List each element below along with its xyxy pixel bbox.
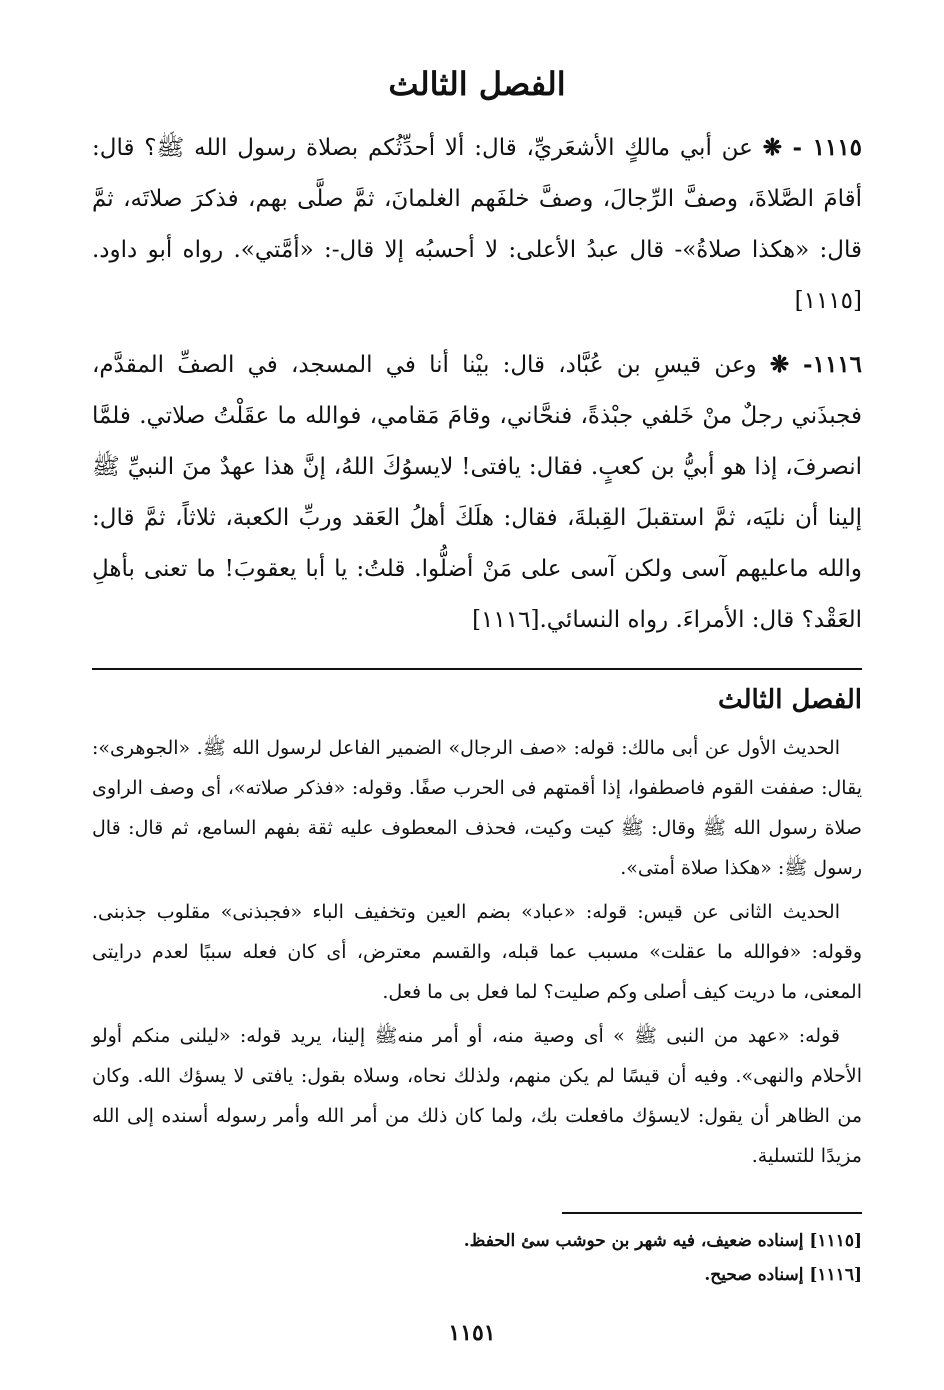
footnote-1115: [١١١٥] إسناده ضعيف، فيه شهر بن حوشب سئ الحفظ. xyxy=(463,1231,862,1251)
hadith-1115-number: ١١١٥ - ❋ xyxy=(762,134,862,161)
commentary-paragraph-3: قوله: «عهد من النبى ﷺ » أى وصية منه، أو أمر منهﷺ إلينا، يريد قوله: «ليلنى منكم أولو الأحلام والنهى». وفيه أن قيسًا لم يكن منهم، ولذلك نحاه، وسلاه بقول: يافتى لا يسؤك الله. وكان من الظاهر أن يقول: لايسؤك مافعلت بك، ولما كان ذلك من أمر الله وأمر رسوله أسنده إلى الله مزيدًا للتسلية. xyxy=(92,1025,862,1167)
hadith-1115 xyxy=(92,122,862,327)
page-number: ١١٥١ xyxy=(448,1320,496,1346)
hadith-1116-number: ١١١٦- ❋ xyxy=(769,351,863,378)
footnote-1116: [١١١٦] إسناده صحيح. xyxy=(704,1265,862,1285)
hadith-1116-text: وعن قيسِ بن عُبَّاد، قال: بيْنا أنا في المسجد، في الصفِّ المقدَّم، فجبذَني رجلٌ منْ خَلفي جبْذةً، فنحَّاني، وقامَ مَقامي، فوالله ما عقَلْتُ صلاتي. فلمَّا انصرفَ، إذا هو أبيُّ بن كعبٍ. فقال: يافتى! لايسوُكَ اللهُ، إنَّ هذا عهدٌ منَ النبيِّ ﷺ إلينا أن نليَه، ثمَّ استقبلَ القِبلةَ، فقال: هلَكَ أهلُ العَقد وربِّ الكعبة، ثلاثاً، ثمَّ قال: والله ماعليهم آسى ولكن آسى على مَنْ أضلُّوا. قلتُ: يا أبا يعقوبَ! ما تعنى بأهلِ العَقْد؟ قال: الأمراءَ. رواه النسائي.[١١١٦] xyxy=(92,352,862,633)
footnote-divider xyxy=(562,1212,862,1214)
commentary-paragraph-2: الحديث الثانى عن قيس: قوله: «عباد» بضم العين وتخفيف الباء «فجبذنى» مقلوب جذبنى. وقوله: «فوالله ما عقلت» مسبب عما قبله، والقسم معترض، أى كان فعله سببًا لعدم درايتى المعنى، ما دريت كيف أصلى وكم صليت؟ لما فعل بى ما فعل. xyxy=(92,901,862,1003)
section-divider xyxy=(92,668,862,670)
main-title: الفصل الثالث xyxy=(388,65,566,103)
footnotes xyxy=(92,1212,862,1292)
hadith-1115-text: عن أبي مالكٍ الأشعَريِّ، قال: ألا أحدِّثُكم بصلاة رسول الله ﷺ؟ قال: أقامَ الصَّلاةَ، وصفَّ الرِّجالَ، وصفَّ خلفَهم الغلمانَ، ثمَّ صلَّى بهم، فذكرَ صلاتَه، ثمَّ قال: «هكذا صلاةُ»- قال عبدُ الأعلى: لا أحسبُه إلا قال-: «أمَّتي». رواه أبو داود.[١١١٥] xyxy=(92,135,862,314)
hadith-1116 xyxy=(92,339,862,646)
commentary-paragraph-1: الحديث الأول عن أبى مالك: قوله: «صف الرجال» الضمير الفاعل لرسول الله ﷺ. «الجوهرى»: يقال: صففت القوم فاصطفوا، إذا أقمتهم فى الحرب صفًا. وقوله: «فذكر صلاته»، أى وصف الراوى صلاة رسول الله ﷺ وقال: ﷺ كيت وكيت، فحذف المعطوف عليه ثقة بفهم السامع، ثم قال: قال رسول ﷺ: «هكذا صلاة أمتى». xyxy=(92,737,862,879)
page-body xyxy=(92,60,862,1180)
commentary-title: الفصل الثالث xyxy=(718,685,862,715)
